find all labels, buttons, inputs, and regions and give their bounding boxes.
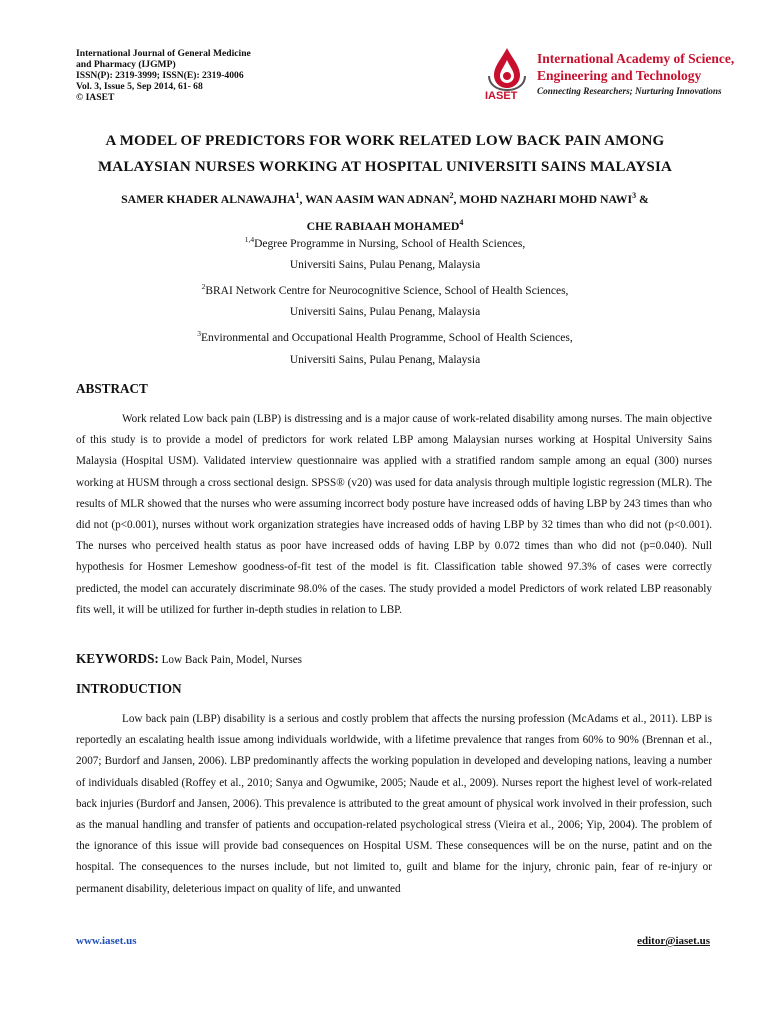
journal-info [76, 48, 251, 103]
footer-email-link[interactable]: editor@iaset.us [637, 935, 710, 947]
journal-issn: ISSN(P): 2319-3999; ISSN(E): 2319-4006 [76, 70, 244, 81]
iaset-name-line2: Engineering and Technology [537, 68, 702, 83]
author-3-sup: 3 [632, 191, 637, 200]
paper-title [60, 128, 710, 180]
paper-title-line2: MALAYSIAN NURSES WORKING AT HOSPITAL UNIVERSITI SAINS MALAYSIA [97, 159, 673, 175]
author-ampersand: & [636, 191, 649, 206]
affiliation-1-line2: Universiti Sains, Pulau Penang, Malaysia [289, 259, 481, 272]
author-1-sup: 1 [295, 191, 300, 200]
keywords-text: Low Back Pain, Model, Nurses [158, 654, 303, 666]
author-1: SAMER KHADER ALNAWAJHA [121, 191, 296, 206]
affiliation-3-sup: 3 [197, 329, 201, 339]
iaset-logo-name: IASET [485, 90, 518, 102]
abstract-text: Work related Low back pain (LBP) is distressing and is a major cause of work-related disability among nurses. The main objective of this study is to provide a model of predictors for work related LBP among Malaysian nurses working at Hospital University Sains Malaysia (Hospital USM). Validated interview questionnaire was applied with a stratified random sample among an equal (300) nurses working at HUSM through a cross sectional design. SPSS® (v20) was used for data analysis through multiple logistic regression (MLR). The results of MLR showed that the nurses who were assuming incorrect body posture have increased odds of having LBP by 243 times than who did not (p<0.001), nurses without work organization strategies have increased odds of having LBP by 32 times than who did not (p<0.001). The nurses who perceived health status as poor have increased odds of having LBP by 0.072 times than who did not (p=0.040). Null hypothesis for Hosmer Lemeshow goodness-of-fit test of the model is fit. Classification table showed 97.3% of cases were correctly predicted, the model can accurately discriminate 98.0% of the cases. The study provided a model Predictors of work related LBP reasonably fits well, it will be utilized for further in-depth studies in relation to LBP. [76, 413, 712, 616]
affiliation-1-sup: 1,4 [244, 235, 255, 244]
affiliation-3-line2: Universiti Sains, Pulau Penang, Malaysia [289, 353, 481, 366]
author-2-sup: 2 [449, 191, 454, 200]
author-4-sup: 4 [459, 217, 464, 227]
iaset-name-line1: International Academy of Science, [537, 51, 735, 66]
footer-website-link[interactable]: www.iaset.us [76, 935, 137, 947]
author-line1 [60, 184, 710, 211]
affiliation-1-line1: Degree Programme in Nursing, School of Health Sciences, [254, 237, 526, 250]
affiliation-2 [60, 276, 710, 302]
abstract-heading: ABSTRACT [76, 381, 148, 396]
author-4: CHE RABIAAH MOHAMED [306, 218, 460, 233]
iaset-logo [483, 46, 735, 106]
author-3: , MOHD NAZHARI MOHD NAWI [453, 191, 633, 206]
affiliation-3-line1: Environmental and Occupational Health Programme, School of Health Sciences, [201, 332, 573, 345]
affiliation-2-sup: 2 [201, 282, 206, 292]
journal-volume: Vol. 3, Issue 5, Sep 2014, 61- 68 [76, 81, 203, 92]
introduction-heading: INTRODUCTION [76, 681, 182, 696]
journal-copyright: © IASET [76, 92, 115, 103]
affiliations [60, 229, 710, 371]
journal-name-line1: International Journal of General Medicine [76, 48, 251, 59]
affiliation-3 [60, 323, 710, 349]
iaset-tagline: Connecting Researchers; Nurturing Innovations [537, 86, 722, 96]
journal-name-line2: and Pharmacy (IJGMP) [76, 59, 176, 70]
affiliation-2-line1: BRAI Network Centre for Neurocognitive Science, School of Health Sciences, [205, 285, 569, 298]
author-2: , WAN AASIM WAN ADNAN [299, 191, 450, 206]
keywords-heading: KEYWORDS: [76, 651, 159, 666]
affiliation-2-line2: Universiti Sains, Pulau Penang, Malaysia [289, 306, 481, 319]
affiliation-1 [60, 229, 710, 255]
keywords [76, 651, 302, 667]
paper-title-line1: A MODEL OF PREDICTORS FOR WORK RELATED LOW BACK PAIN AMONG [105, 133, 665, 149]
introduction-text: Low back pain (LBP) disability is a serious and costly problem that affects the nursing profession (McAdams et al., 2011). LBP is reportedly an escalating health issue among individuals worldwide, with a lifetime prevalence that ranges from 60% to 90% (Brennan et al., 2007; Burdorf and Jansen, 2006). LBP predominantly affects the working population in developed and developing nations, leaving a number of individuals disabled (Roffey et al., 2010; Sanya and Ogwumike, 2005; Naude et al., 2009). Nurses report the highest level of work-related back injuries (Burdorf and Jansen, 2006). This prevalence is attributed to the great amount of physical work involved in their profession, such as the manual handling and transfer of patients and occupation-related psychological stress (Vieira et al., 2006; Yip, 2004). The problem of the ignorance of this issue will provide bad consequences on Hospital USM. These consequences will be on the nurse, patint and on the hospital. The consequences to the nurses include, but not limited to, guilt and blame for the injury, chronic pain, fear of re-injury or permanent disability, deleterious impact on quality of life, and unwanted [76, 713, 712, 895]
